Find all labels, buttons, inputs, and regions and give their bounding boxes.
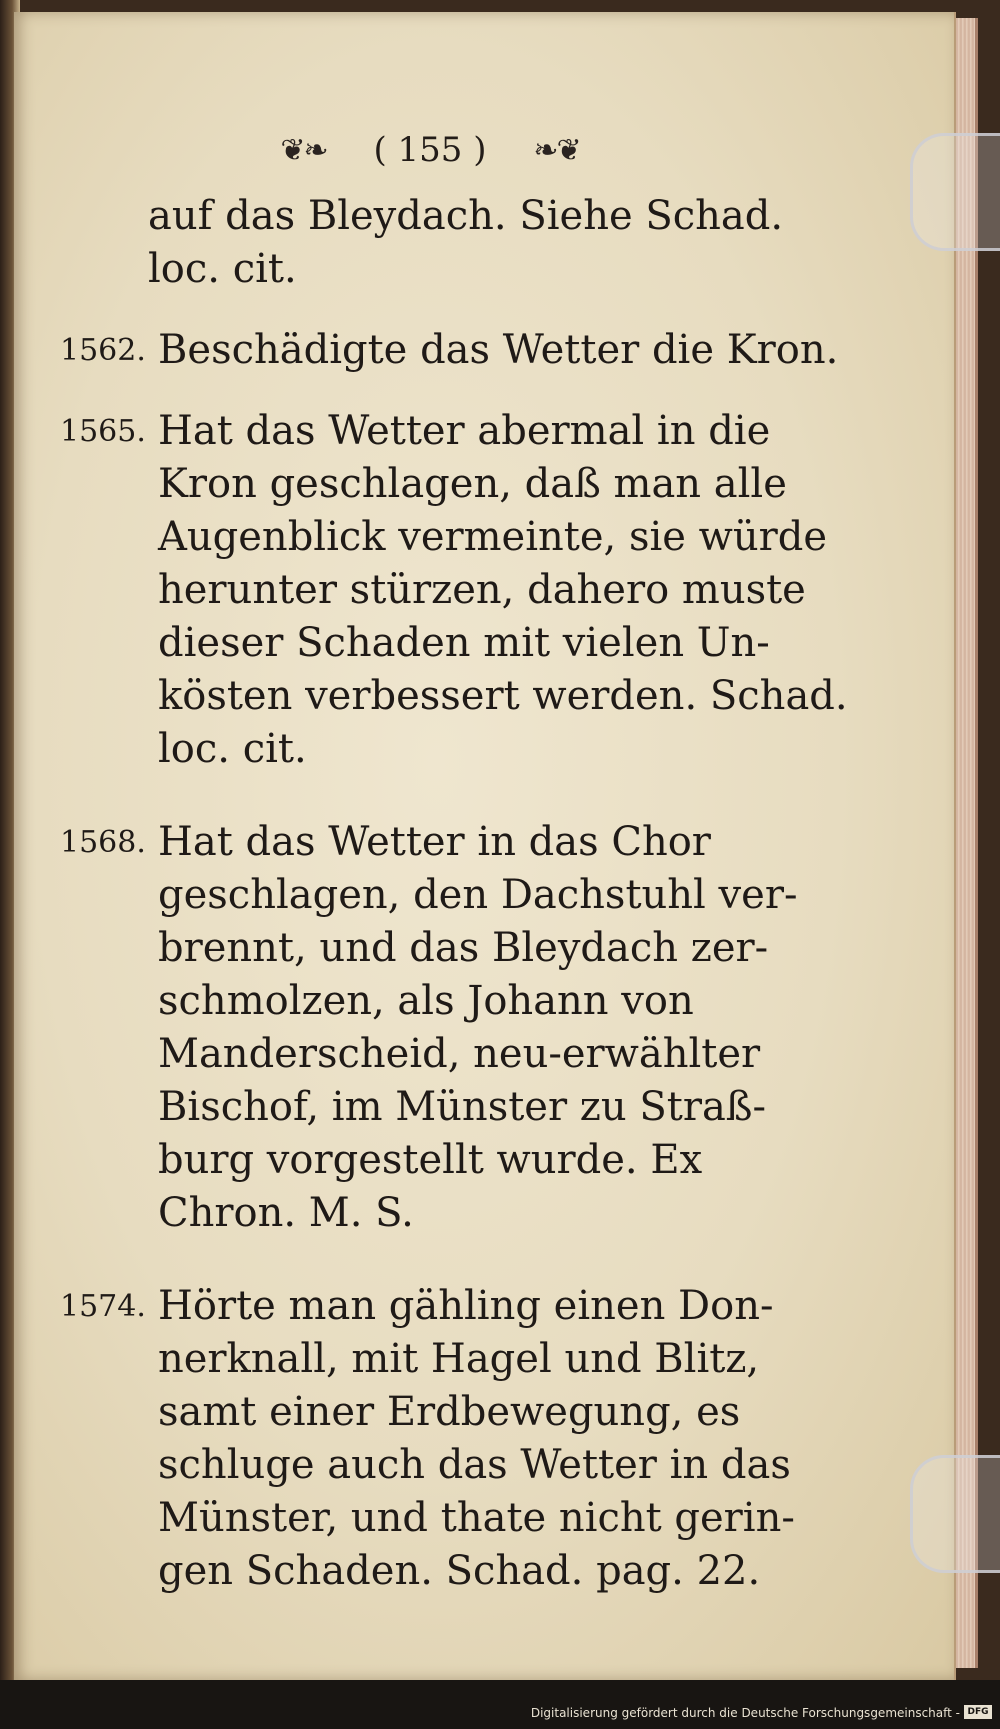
- page-number: ( 155 ): [373, 130, 487, 170]
- text-line: auf das Bleydach. Siehe Schad.: [148, 193, 784, 239]
- text-line: Augenblick vermeinte, sie würde: [158, 514, 828, 560]
- text-line: burg vorgestellt wurde. Ex: [158, 1137, 703, 1183]
- text-line: geschlagen, den Dachstuhl ver-: [158, 872, 798, 918]
- text-line: gen Schaden. Schad. pag. 22.: [158, 1548, 761, 1594]
- lead-paragraph: [60, 190, 840, 296]
- entry-year: 1568.: [60, 825, 146, 860]
- digitization-footer: [0, 1680, 1000, 1729]
- text-line: Beschädigte das Wetter die Kron.: [158, 327, 839, 373]
- dfg-logo-icon: DFG: [964, 1705, 992, 1719]
- text-line: schmolzen, als Johann von: [158, 978, 694, 1024]
- funding-credit: Digitalisierung gefördert durch die Deutsche Forschungsgemeinschaft -: [530, 1706, 960, 1720]
- text-line: loc. cit.: [158, 726, 307, 772]
- text-line: dieser Schaden mit vielen Un-: [158, 620, 770, 666]
- text-line: Manderscheid, neu-erwählter: [158, 1031, 761, 1077]
- ornament-left-icon: ❦❧: [280, 132, 327, 168]
- entry-year: 1562.: [60, 333, 146, 368]
- page-body: [60, 190, 848, 1598]
- text-line: herunter stürzen, dahero muste: [158, 567, 806, 613]
- text-line: samt einer Erdbewegung, es: [158, 1389, 741, 1435]
- chronicle-entry: [60, 1280, 840, 1598]
- chronicle-entry: [60, 816, 840, 1240]
- text-line: schluge auch das Wetter in das: [158, 1442, 791, 1488]
- text-line: Münster, und thate nicht gerin-: [158, 1495, 795, 1541]
- text-line: brennt, und das Bleydach zer-: [158, 925, 769, 971]
- text-line: Hörte man gähling einen Don-: [158, 1283, 774, 1329]
- ornament-right-icon: ❧❦: [533, 132, 580, 168]
- text-line: Chron. M. S.: [158, 1190, 414, 1236]
- text-line: Kron geschlagen, daß man alle: [158, 461, 787, 507]
- chronicle-entry: [60, 405, 848, 776]
- page-clip-bottom: [910, 1455, 1000, 1573]
- text-line: nerknall, mit Hagel und Blitz,: [158, 1336, 760, 1382]
- text-line: kösten verbessert werden. Schad.: [158, 673, 848, 719]
- text-line: Hat das Wetter abermal in die: [158, 408, 771, 454]
- text-line: Bischof, im Münster zu Straß-: [158, 1084, 767, 1130]
- entry-year: 1574.: [60, 1289, 146, 1324]
- chronicle-entry: [60, 324, 840, 377]
- entry-year: 1565.: [60, 414, 146, 449]
- page-header: [195, 125, 665, 175]
- text-line: loc. cit.: [148, 246, 297, 292]
- page-clip-top: [910, 133, 1000, 251]
- text-line: Hat das Wetter in das Chor: [158, 819, 711, 865]
